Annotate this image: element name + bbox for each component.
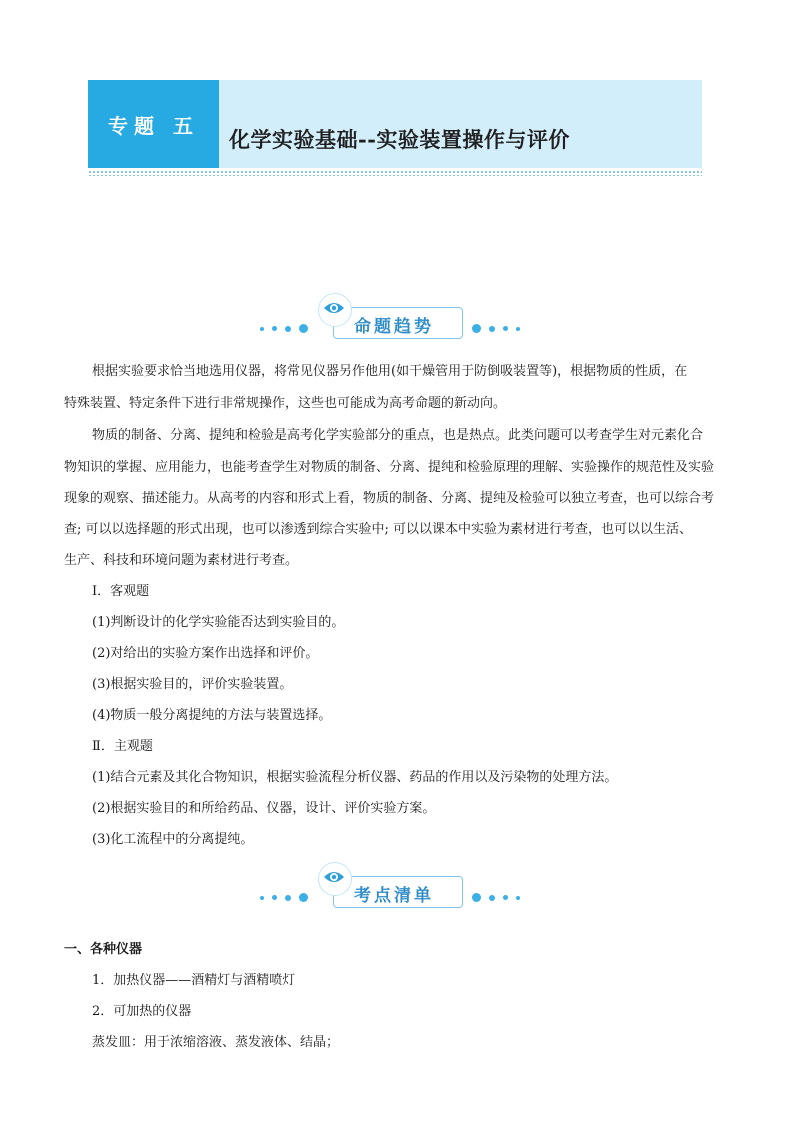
list-item: (3)根据实验目的，评价实验装置。 bbox=[92, 677, 293, 692]
paragraph-line: 生产、科技和环境问题为素材进行考查。 bbox=[64, 553, 299, 568]
list-item: (1)判断设计的化学实验能否达到实验目的。 bbox=[92, 615, 345, 630]
list-item: (1)结合元素及其化合物知识，根据实验流程分析仪器、药品的作用以及污染物的处理方法。 bbox=[92, 770, 618, 785]
list-item: (2)对给出的实验方案作出选择和评价。 bbox=[92, 646, 319, 661]
section-title: 命题趋势 bbox=[354, 317, 434, 337]
title-box bbox=[219, 80, 702, 168]
heading-box bbox=[333, 876, 463, 908]
objective-heading: Ⅰ．客观题 bbox=[92, 584, 150, 599]
subjective-heading: Ⅱ．主观题 bbox=[92, 739, 153, 754]
page-title: 化学实验基础--实验装置操作与评价 bbox=[229, 127, 570, 152]
paragraph-line: 特殊装置、特定条件下进行非常规操作，这些也可能成为高考命题的新动向。 bbox=[64, 396, 507, 411]
paragraph-line: 查; 可以以选择题的形式出现，也可以渗透到综合实验中; 可以以课本中实验为素材进行考查，也可以以生活、 bbox=[64, 522, 693, 537]
header-banner bbox=[88, 80, 702, 168]
list-item: 1．加热仪器——酒精灯与酒精喷灯 bbox=[92, 973, 296, 988]
eye-icon bbox=[318, 862, 352, 896]
instruments-heading: 一、各种仪器 bbox=[64, 942, 143, 957]
paragraph-line: 根据实验要求恰当地选用仪器，将常见仪器另作他用(如干燥管用于防倒吸装置等)，根据物质的性质，在 bbox=[92, 364, 688, 379]
paragraph-line: 现象的观察、描述能力。从高考的内容和形式上看，物质的制备、分离、提纯及检验可以独立考查，也可以综合考 bbox=[64, 491, 715, 506]
eye-icon bbox=[318, 293, 352, 327]
list-item: (3)化工流程中的分离提纯。 bbox=[92, 832, 254, 847]
section-heading-trend bbox=[250, 299, 550, 349]
heading-dots-left bbox=[260, 324, 308, 333]
list-item: (2)根据实验目的和所给药品、仪器，设计、评价实验方案。 bbox=[92, 801, 436, 816]
paragraph-line: 物质的制备、分离、提纯和检验是高考化学实验部分的重点，也是热点。此类问题可以考查学生对元素化合 bbox=[92, 428, 704, 443]
topic-label: 专题 五 bbox=[108, 113, 199, 138]
paragraph-line: 蒸发皿：用于浓缩溶液、蒸发液体、结晶； bbox=[92, 1035, 340, 1050]
list-item: 2．可加热的仪器 bbox=[92, 1004, 192, 1019]
paragraph-line: 物知识的掌握、应用能力，也能考查学生对物质的制备、分离、提纯和检验原理的理解、实验操作的规范性及实验 bbox=[64, 460, 715, 475]
heading-box bbox=[333, 307, 463, 339]
heading-dots-right bbox=[472, 324, 520, 333]
section-title: 考点清单 bbox=[354, 886, 434, 906]
banner-dotted-rule bbox=[88, 170, 702, 176]
list-item: (4)物质一般分离提纯的方法与装置选择。 bbox=[92, 708, 332, 723]
topic-label-box bbox=[88, 80, 219, 168]
section-heading-checklist bbox=[250, 868, 550, 918]
heading-dots-left bbox=[260, 893, 308, 902]
heading-dots-right bbox=[472, 893, 520, 902]
